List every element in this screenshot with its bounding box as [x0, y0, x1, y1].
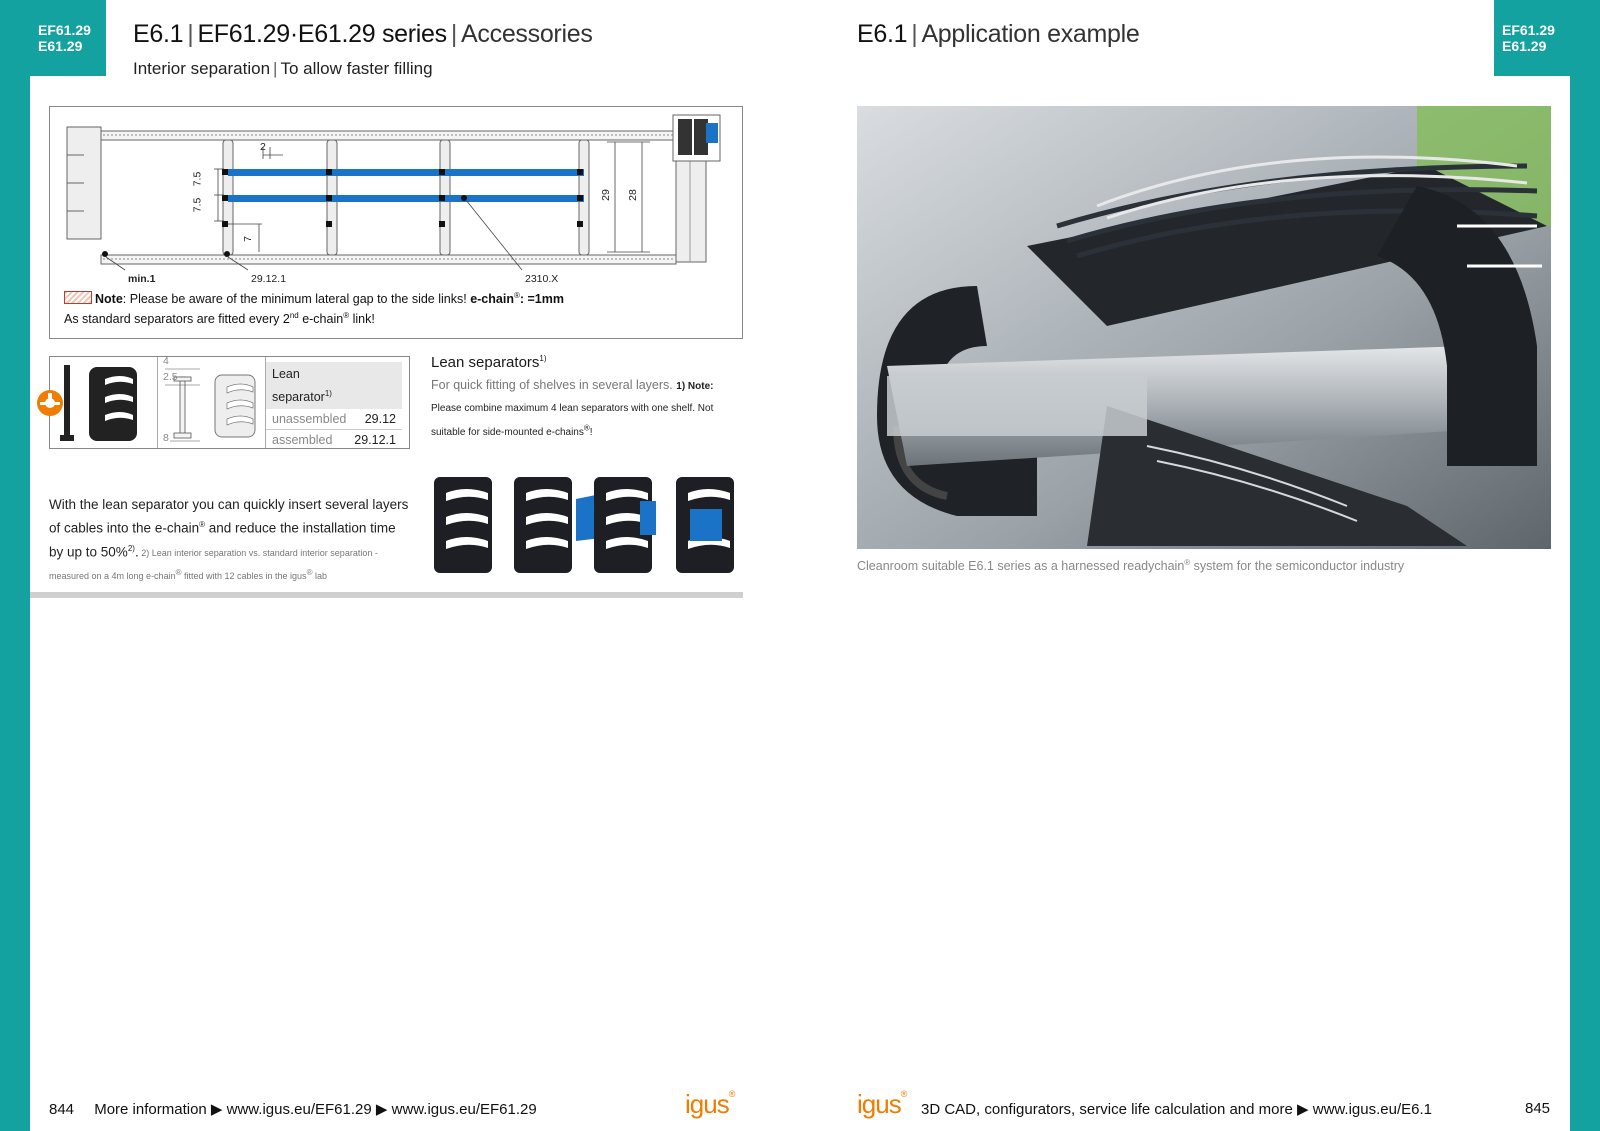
product-image-1: [434, 477, 492, 573]
right-title-main: E6.1: [857, 20, 908, 48]
label-29-12-1: 29.12.1: [251, 273, 287, 285]
right-footer: [921, 1100, 1432, 1118]
label-min1: min.1: [128, 273, 156, 285]
lean-desc-text: For quick fitting of shelves in several layers.: [431, 378, 673, 392]
dim-7-5-upper: 7.5: [191, 171, 204, 187]
logo-reg: ®: [728, 1089, 735, 1099]
reg-mark: ®: [343, 311, 350, 320]
lean-note-label: 1) Note:: [676, 381, 714, 392]
left-page-number: 844: [49, 1101, 75, 1118]
row-value: 29.12.1: [354, 433, 396, 448]
title-section: Accessories: [461, 20, 593, 48]
left-tab-line2: E61.29: [38, 38, 83, 54]
right-series-tab[interactable]: [1494, 0, 1570, 76]
row-value: 29.12: [364, 412, 396, 427]
row-label: unassembled: [272, 412, 347, 427]
lean-separator-body-text: [49, 495, 411, 586]
arrow-icon: ▶: [210, 1101, 223, 1118]
right-edge-bar: [1570, 0, 1600, 1131]
title-sep: |: [450, 20, 458, 48]
note-gap: : =1mm: [519, 292, 564, 307]
product-image-4: [676, 477, 734, 573]
note-text: : Please be aware of the minimum lateral gap to the side links!: [122, 292, 471, 307]
footer-link-1[interactable]: www.igus.eu/EF61.29: [226, 1101, 372, 1118]
more-info-label: More information: [94, 1101, 207, 1118]
arrow-icon: ▶: [1297, 1101, 1309, 1118]
std-text-b: e-chain: [298, 312, 344, 327]
lean-separators-title: [431, 354, 547, 371]
note-echain: e-chain: [470, 292, 514, 307]
heading-a: Lean: [272, 367, 300, 381]
lean-table-heading: [266, 362, 402, 409]
logo-text: igus: [685, 1089, 729, 1119]
footer-right-text: 3D CAD, configurators, service life calculation and more: [921, 1101, 1293, 1118]
reg-mark: ®: [583, 424, 590, 433]
lean-title-text: Lean separators: [431, 354, 540, 371]
reg-mark: ®: [306, 568, 313, 577]
shelf-upper: [228, 169, 584, 176]
left-tab-line1: EF61.29: [38, 22, 91, 38]
body-text-b: and reduce the installation time by up to 50%: [49, 520, 396, 559]
lean-note-text: Please combine maximum 4 lean separators with one shelf. Not suitable for side-mounted e-chains: [431, 403, 714, 439]
std-text-c: link!: [349, 312, 375, 327]
dim-29: 29: [599, 189, 612, 201]
lean-separator-table: [49, 356, 410, 449]
title-sep: |: [187, 20, 194, 48]
caption-a: Cleanroom suitable E6.1 series as a harnessed readychain: [857, 559, 1185, 574]
shelf-lower: [228, 195, 584, 202]
right-side-link: [676, 147, 706, 262]
arrow-icon: ▶: [375, 1101, 388, 1118]
body-text-a: With the lean separator you can quickly insert several layers of cables into the e-chain: [49, 497, 409, 536]
right-page-title: [857, 20, 1139, 49]
body-sup: 2): [127, 543, 135, 553]
heading-b: separator: [272, 390, 325, 405]
right-tab-line2: E61.29: [1502, 38, 1547, 54]
section-end-bar: [30, 592, 743, 598]
title-sep: |: [911, 20, 918, 48]
left-footer: [49, 1100, 537, 1118]
heading-sup: 1): [324, 389, 332, 398]
dim-4: 4: [163, 355, 169, 367]
left-edge-bar: [0, 0, 30, 1131]
title-series: EF61.29·E61.29 series: [197, 20, 447, 48]
body-foot-b: fitted with 12 cables in the igus: [181, 571, 307, 581]
dim-7: 7: [241, 236, 254, 242]
dim-28: 28: [626, 189, 639, 201]
lean-separators-description: [431, 375, 744, 443]
table-row: [266, 409, 402, 430]
table-row: [266, 430, 402, 450]
reg-mark: ®: [513, 291, 520, 300]
dim-2-5: 2.5: [163, 371, 178, 383]
dim-8: 8: [163, 432, 169, 444]
hatch-swatch: [64, 291, 92, 304]
label-2310-x: 2310.X: [525, 273, 559, 285]
logo-reg: ®: [900, 1089, 907, 1099]
body-foot-c: lab: [312, 571, 327, 581]
lean-separator-data: [266, 362, 402, 450]
standard-separator-note: [64, 311, 375, 326]
title-main: E6.1: [133, 20, 184, 48]
drawing-note: [64, 291, 564, 306]
logo-text: igus: [857, 1089, 901, 1119]
lean-note-end: !: [589, 427, 593, 439]
reg-mark: ®: [1184, 558, 1191, 567]
body-foot-a: 2) Lean interior separation vs. standard interior separation - measured on a 4m long e-chain: [49, 548, 378, 581]
reg-mark: ®: [175, 568, 182, 577]
right-page-number: 845: [1525, 1100, 1551, 1117]
right-title-section: Application example: [921, 20, 1140, 48]
photo-caption: [857, 558, 1404, 573]
igus-logo-left: [685, 1089, 734, 1120]
footer-link-2[interactable]: www.igus.eu/EF61.29: [391, 1101, 537, 1118]
subtitle-a: Interior separation: [133, 59, 271, 78]
product-image-2: [514, 477, 572, 573]
row-label: assembled: [272, 433, 333, 448]
body-text-c: .: [134, 544, 139, 559]
footer-right-link[interactable]: www.igus.eu/E6.1: [1312, 1101, 1432, 1118]
subtitle-sep: |: [273, 59, 278, 78]
igus-logo-right: [857, 1089, 906, 1120]
left-series-tab[interactable]: [30, 0, 106, 76]
dim-7-5-lower: 7.5: [191, 197, 204, 213]
lean-separator-illustrations: [50, 357, 264, 448]
std-text-a: As standard separators are fitted every 2: [64, 312, 290, 327]
right-tab-line1: EF61.29: [1502, 22, 1555, 38]
reg-mark: ®: [199, 520, 206, 529]
interior-separation-drawing-box: [49, 106, 743, 339]
lean-title-sup: 1): [539, 354, 547, 363]
dim-2: 2: [260, 141, 266, 153]
std-sup: nd: [289, 311, 299, 320]
lean-separator-product-images: [432, 475, 742, 575]
product-image-3: [576, 477, 656, 573]
application-photo: [857, 106, 1551, 549]
assembly-tool-icon[interactable]: [36, 389, 64, 417]
left-page-title: [133, 20, 593, 49]
caption-b: system for the semiconductor industry: [1190, 559, 1405, 574]
note-label: Note: [95, 292, 123, 307]
subtitle-b: To allow faster filling: [280, 59, 433, 78]
left-page-subtitle: [133, 59, 433, 79]
